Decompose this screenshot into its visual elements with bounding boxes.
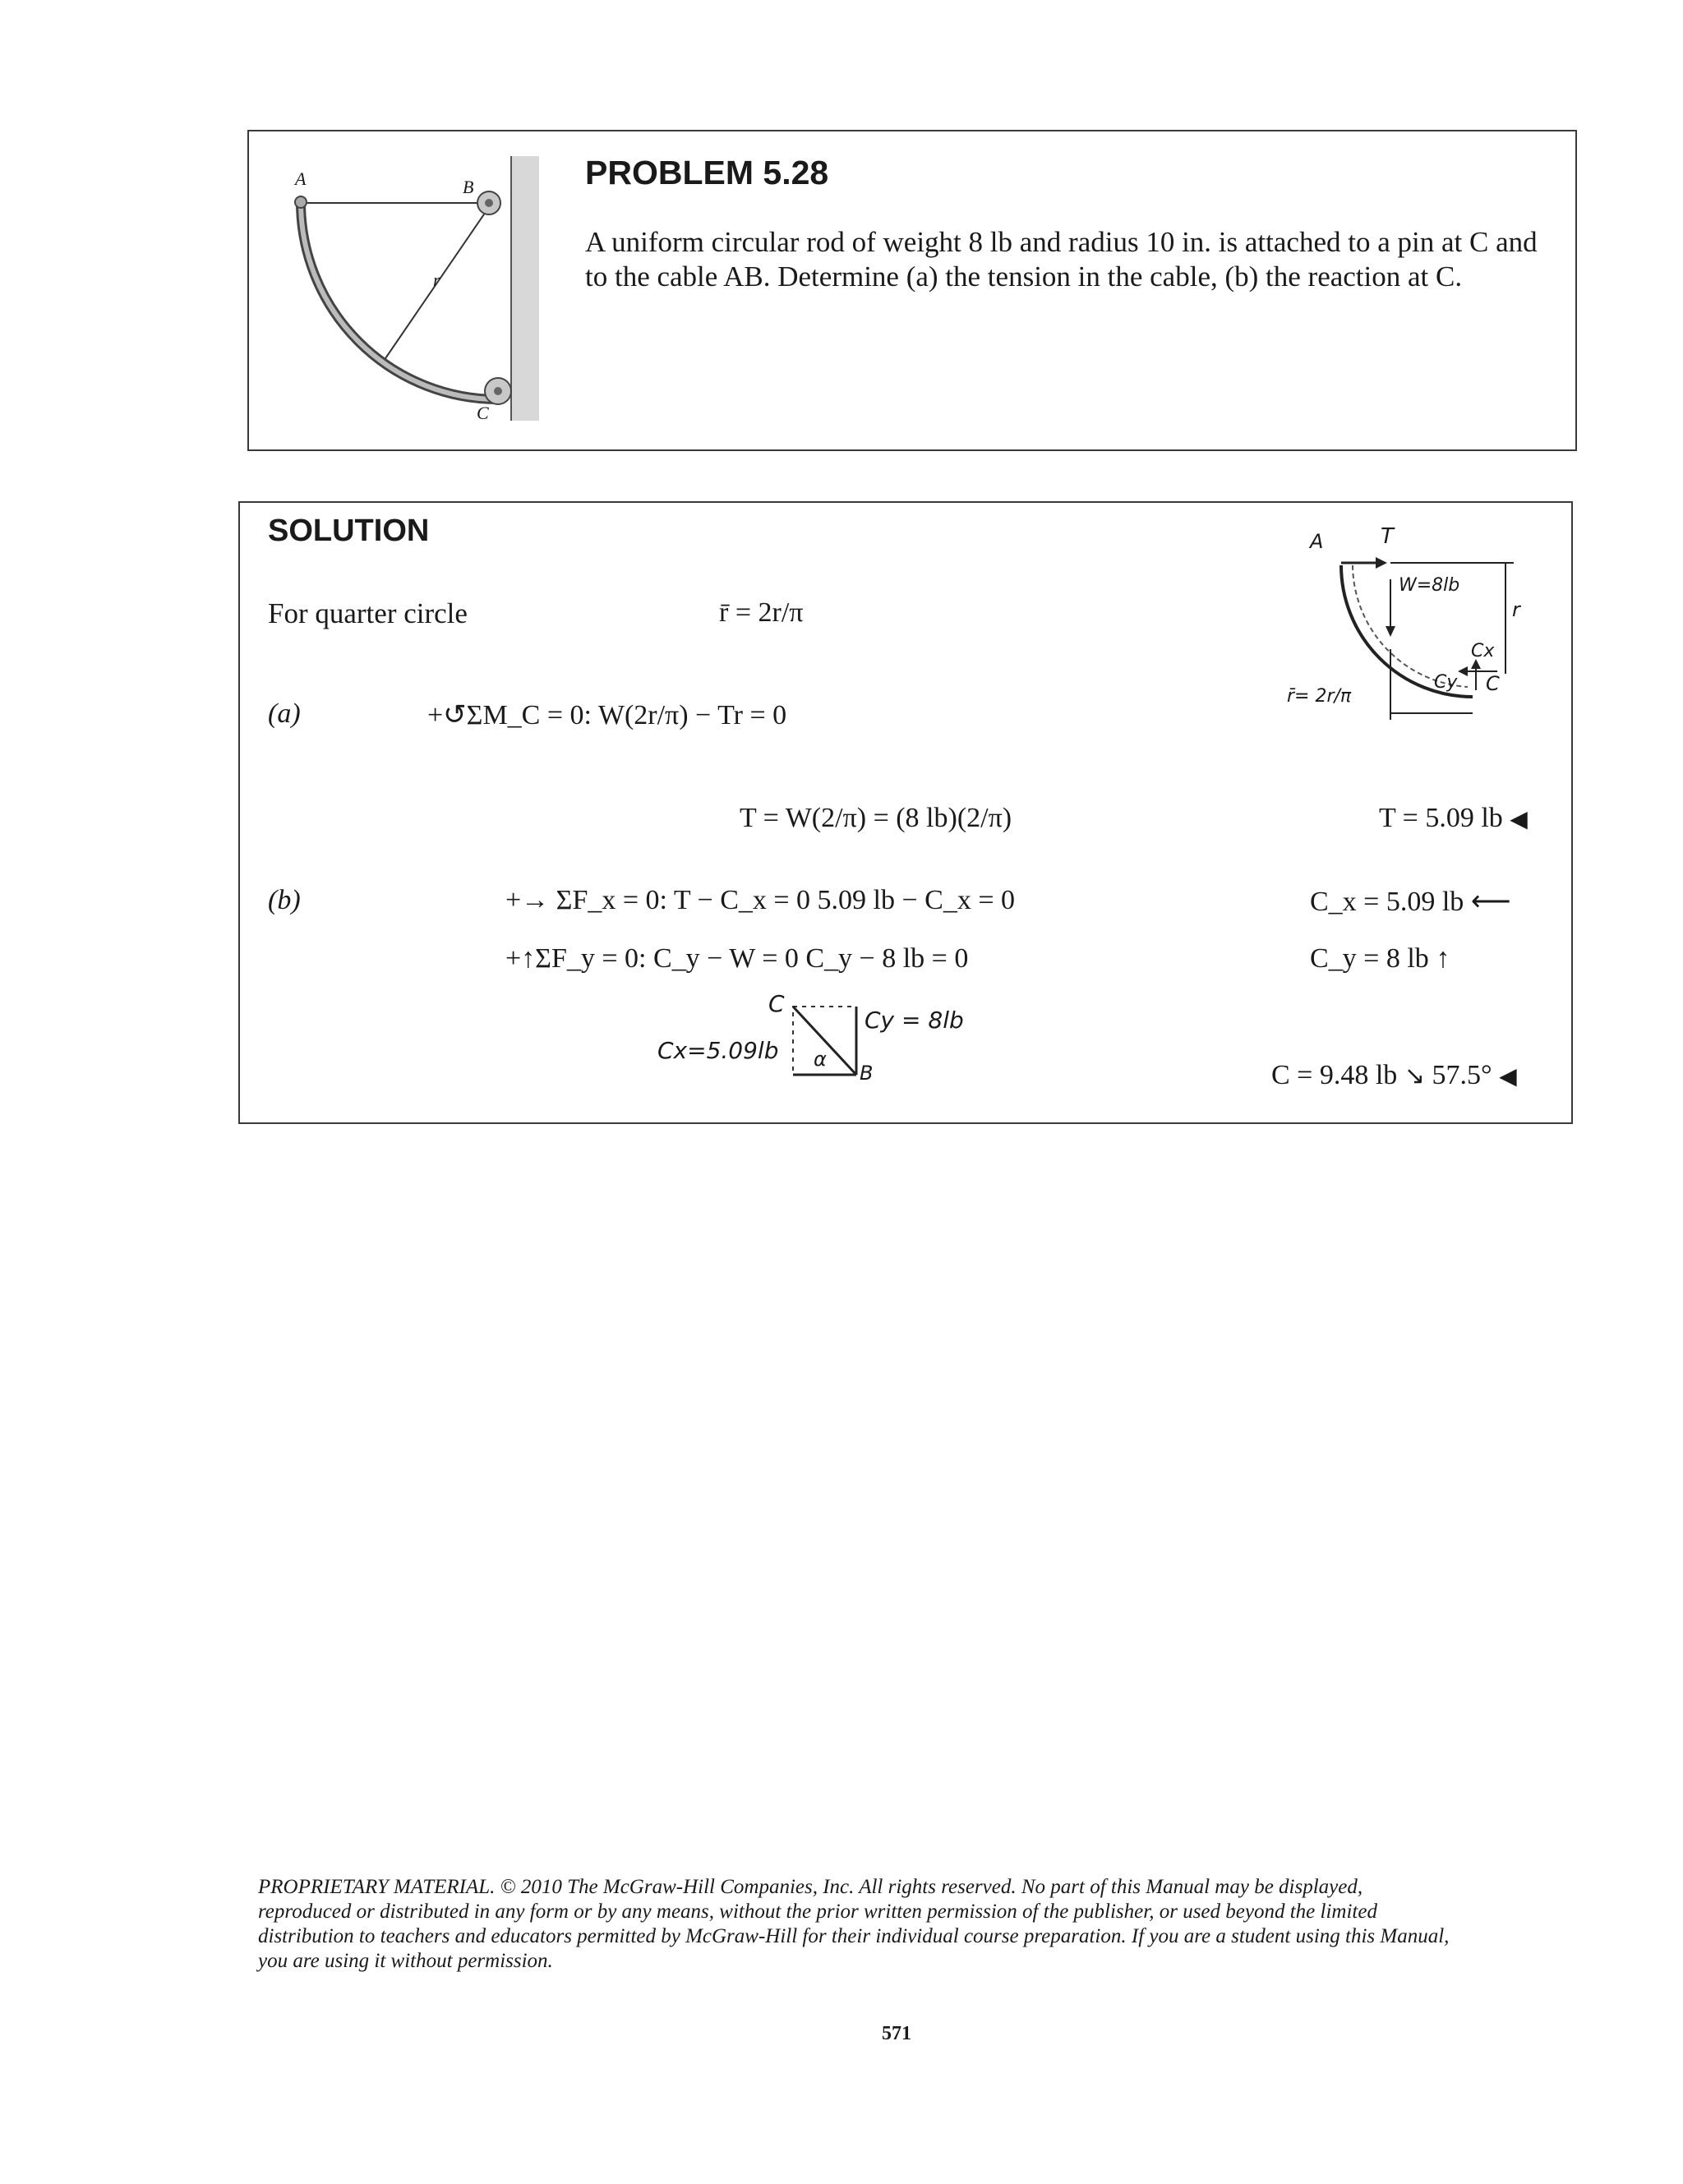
fbd-label-w: W=8lb [1399, 575, 1460, 596]
footer-line2: reproduced or distributed in any form or by any means, without the prior written permission of the publisher, or used beyond the limited [258, 1901, 1377, 1923]
fbd-label-a: A [1310, 530, 1324, 553]
arrow-up-icon: ↑ [1436, 943, 1450, 974]
figure-label-c: C [477, 403, 489, 423]
footer-line4: you are using it without permission. [258, 1950, 553, 1972]
wall-hatch [511, 156, 539, 421]
problem-figure [279, 148, 551, 431]
c-result [1271, 1060, 1517, 1091]
answer-marker-icon: ◀ [1510, 807, 1528, 832]
arrow-left-icon: ⟵ [1470, 887, 1511, 917]
footer-notice [258, 1875, 1573, 1974]
fbd-label-c: C [1486, 672, 1500, 695]
c-angle-text: 57.5° [1432, 1060, 1492, 1090]
circular-rod [301, 202, 498, 399]
problem-statement-line2: to the cable AB. Determine (a) the tension in the cable, (b) the reaction at C. [585, 260, 1463, 293]
c-result-text: C = 9.48 lb [1271, 1060, 1398, 1090]
fbd-label-t: T [1381, 524, 1394, 549]
figure-label-r: r [433, 270, 440, 290]
figure-label-b: B [463, 177, 474, 197]
quarter-circle-label: For quarter circle [268, 597, 468, 629]
cy-result [1310, 943, 1450, 975]
angle-arrow-icon: ↘ [1404, 1062, 1425, 1090]
end-a [295, 196, 307, 208]
sketch-label-cy: Cy = 8lb [865, 1007, 964, 1034]
fy-equation: +↑ΣF_y = 0: C_y − W = 0 C_y − 8 lb = 0 [505, 943, 969, 974]
footer-line1: PROPRIETARY MATERIAL. © 2010 The McGraw-Hill Companies, Inc. All rights reserved. No part of this Manual may be displayed, [258, 1876, 1363, 1898]
problem-title: PROBLEM 5.28 [585, 154, 829, 191]
fbd-label-cy: Cy [1434, 672, 1458, 693]
free-body-diagram [1282, 526, 1545, 756]
moment-equation: +↺ΣM_C = 0: W(2r/π) − Tr = 0 [427, 700, 787, 730]
solution-heading: SOLUTION [268, 514, 430, 548]
problem-statement-line1: A uniform circular rod of weight 8 lb and radius 10 in. is attached to a pin at C and [585, 226, 1538, 258]
tension-result-text: T = 5.09 lb [1379, 803, 1503, 833]
cy-result-text: C_y = 8 lb [1310, 943, 1429, 974]
figure-label-a: A [295, 168, 307, 189]
footer-line3: distribution to teachers and educators permitted by McGraw-Hill for their individual course preparation. If you are a student using this Manual, [258, 1925, 1450, 1947]
fbd-label-r: r [1512, 598, 1520, 621]
sketch-label-alpha: α [814, 1048, 827, 1071]
answer-marker-icon: ◀ [1499, 1064, 1517, 1090]
page-number: 571 [882, 2023, 911, 2044]
part-b-label: (b) [268, 885, 301, 915]
sketch-label-c: C [768, 990, 785, 1017]
part-a-label: (a) [268, 698, 301, 729]
fx-equation: +→ ΣF_x = 0: T − C_x = 0 5.09 lb − C_x = 0 [505, 885, 1016, 915]
sketch-label-b: B [860, 1062, 874, 1085]
cx-result-text: C_x = 5.09 lb [1310, 887, 1464, 917]
tension-equation: T = W(2/π) = (8 lb)(2/π) [740, 803, 1012, 833]
fbd-label-cx: Cx [1471, 641, 1495, 661]
cx-result [1310, 885, 1511, 918]
fbd-label-rbar: r̄= 2r/π [1287, 686, 1352, 707]
tension-result [1379, 803, 1528, 834]
sketch-label-cx: Cx=5.09lb [657, 1037, 779, 1064]
rbar-equation: r̄ = 2r/π [719, 597, 804, 628]
